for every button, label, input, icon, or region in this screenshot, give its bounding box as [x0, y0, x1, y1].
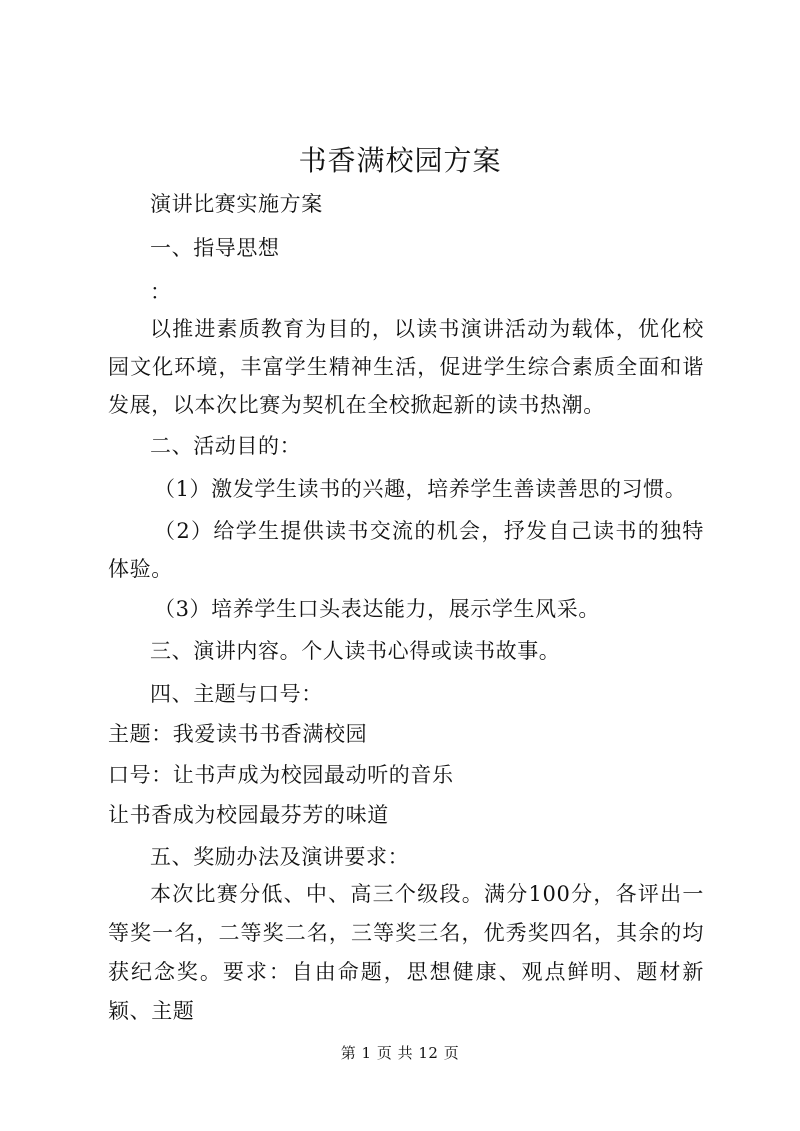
section-heading-5: 五、奖励办法及演讲要求：: [150, 845, 410, 869]
section-heading-4: 四、主题与口号：: [150, 682, 323, 706]
section-heading-2: 二、活动目的：: [150, 434, 302, 458]
paragraph-slogan-2: 让书香成为校园最芬芳的味道: [108, 803, 389, 827]
paragraph-colon: ：: [150, 280, 172, 304]
page-number-footer: 第 1 页 共 12 页: [340, 1044, 460, 1062]
paragraph-guiding-thought: 以推进素质教育为目的，以读书演讲活动为载体，优化校园文化环境，丰富学生精神生活，促进学生综合素质全面和谐发展，以本次比赛为契机在全校掀起新的读书热潮。: [108, 317, 704, 417]
list-item-goal-1: （1）激发学生读书的兴趣，培养学生善读善思的习惯。: [154, 477, 687, 501]
section-heading-1: 一、指导思想: [150, 236, 280, 260]
paragraph-rewards: 本次比赛分低、中、高三个级段。满分100分，各评出一等奖一名，二等奖二名，三等奖三名，优秀奖四名，其余的均获纪念奖。要求：自由命题，思想健康、观点鲜明、题材新颖、主题: [108, 882, 704, 1023]
list-item-goal-2: （2）给学生提供读书交流的机会，抒发自己读书的独特体验。: [108, 519, 704, 581]
list-item-goal-3: （3）培养学生口头表达能力，展示学生风采。: [154, 597, 600, 621]
document-title: 书香满校园方案: [298, 144, 502, 177]
paragraph-subtitle: 演讲比赛实施方案: [150, 192, 323, 216]
paragraph-slogan-1: 口号：让书声成为校园最动听的音乐: [108, 763, 454, 787]
section-heading-3: 三、演讲内容。个人读书心得或读书故事。: [150, 639, 561, 663]
paragraph-theme: 主题：我爱读书书香满校园: [108, 722, 368, 746]
